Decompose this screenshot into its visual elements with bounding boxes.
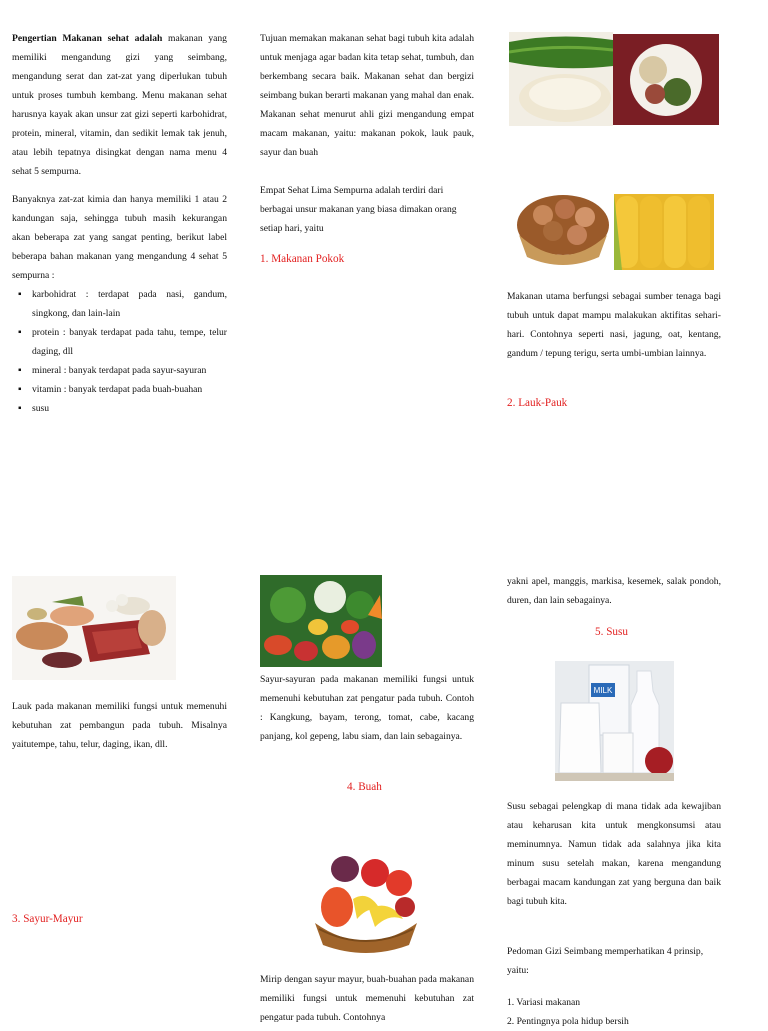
list-item: ▪ karbohidrat : terdapat pada nasi, gandum, singkong, dan lain-lain (12, 285, 227, 323)
heading-lauk-pauk: 2. Lauk-Pauk (507, 397, 568, 409)
list-item: ▪ protein : banyak terdapat pada tahu, tempe, telur daging, dll (12, 323, 227, 361)
lauk-text: Lauk pada makanan memiliki fungsi untuk memenuhi kebutuhan zat pembangun pada tubuh. Misalnya yaitutempe, tahu, telur, daging, ikan, dll. (12, 701, 227, 750)
heading-buah: 4. Buah (347, 781, 382, 793)
rice-image (509, 32, 613, 126)
sayur-text: Sayur-sayuran pada makanan memiliki fungsi untuk memenuhi kebutuhan zat pengatur pada tubuh. Contoh : Kangkung, bayam, terong, tomat, cabe, kacang panjang, kol gepeng, labu siam, dan lain sebagainya. (260, 674, 474, 742)
potatoes-basket-image (513, 185, 613, 269)
buah-text: Mirip dengan sayur mayur, buah-buahan pada makanan memiliki fungsi untuk memenuhi kebutuhan zat pengatur pada tubuh. Contohnya (260, 974, 474, 1023)
vegetables-image (260, 575, 382, 667)
intro-definition: makanan yang memiliki mengandung gizi yang seimbang, mengandung serat dan zat-zat yang diperlukan tubuh untuk proses tumbuh kembang. Menu makanan sehat harusnya kayak akan unsur zat gizi seperti karbohidrat, protein, mineral, vitamin, dan sedikit lemak tak jenuh, atau lebih tepatnya disingkat dengan nama menu 4 sehat 5 sempurna. (12, 33, 227, 177)
list-item: ▪ vitamin : banyak terdapat pada buah-buahan (12, 380, 227, 399)
pokok-text: Makanan utama berfungsi sebagai sumber tenaga bagi tubuh untuk dapat mampu malakukan aktifitas sehari-hari. Contohnya seperti nasi, jagung, oat, kentang, gandum / tepung terigu, serta umbi-umbian lainnya. (507, 291, 721, 359)
heading-sayur-mayur: 3. Sayur-Mayur (12, 913, 83, 925)
list-item: 1. Variasi makanan (507, 997, 581, 1008)
purpose-paragraph: Tujuan memakan makanan sehat bagi tubuh kita adalah untuk menjaga agar badan kita tetap sehat, tumbuh, dan berkembang secara baik. Makanan sehat dan bergizi seimbang bukan berarti makanan yang mahal dan enak. Makanan sehat menurut ahli gizi mengandung empat macam makanan, yaitu: makanan pokok, lauk pauk, sayur dan buah (260, 33, 474, 158)
nutrient-paragraph: Banyaknya zat-zat kimia dan hanya memiliki 1 atau 2 kandungan saja, sehingga tubuh masih kekurangan akan beberapa zat yang sangat penting, berikut label beberapa bahan makanan yang mengandung 4 sehat 5 sempurna : (12, 194, 227, 281)
milk-carton-label: MILK (593, 686, 613, 695)
list-item: 2. Pentingnya pola hidup bersih (507, 1016, 629, 1027)
list-item: ▪ mineral : banyak terdapat pada sayur-sayuran (12, 361, 227, 380)
milk-image (555, 661, 674, 781)
fruit-basket-image (309, 849, 423, 955)
pedoman-text: Pedoman Gizi Seimbang memperhatikan 4 prinsip, yaitu: (507, 946, 704, 976)
nutrient-list (12, 285, 227, 418)
intro-paragraph (12, 29, 227, 181)
corn-image (614, 194, 714, 270)
heading-susu: 5. Susu (595, 626, 628, 638)
prinsip-list (507, 993, 721, 1031)
intro-bold-term: Pengertian Makanan sehat adalah (12, 33, 163, 44)
intro-text-block (12, 29, 227, 418)
four-healthy-paragraph: Empat Sehat Lima Sempurna adalah terdiri dari berbagai unsur makanan yang biasa dimakan orang setiap hari, yaitu (260, 185, 457, 234)
protein-foods-image (12, 576, 176, 680)
susu-text: Susu sebagai pelengkap di mana tidak ada kewajiban atau keharusan kita untuk mengkonsumsi atau meminumnya. Namun tidak ada salahnya jika kita minum susu setelah makan, karena mengandung berbagai macam kandungan zat yang berguna dan baik bagi tubuh kita. (507, 801, 721, 907)
heading-makanan-pokok: 1. Makanan Pokok (260, 253, 345, 265)
list-item: ▪ susu (12, 399, 227, 418)
beans-image (613, 34, 719, 125)
buah-continuation-text: yakni apel, manggis, markisa, kesemek, salak pondoh, duren, dan lain sebagainya. (507, 576, 721, 606)
